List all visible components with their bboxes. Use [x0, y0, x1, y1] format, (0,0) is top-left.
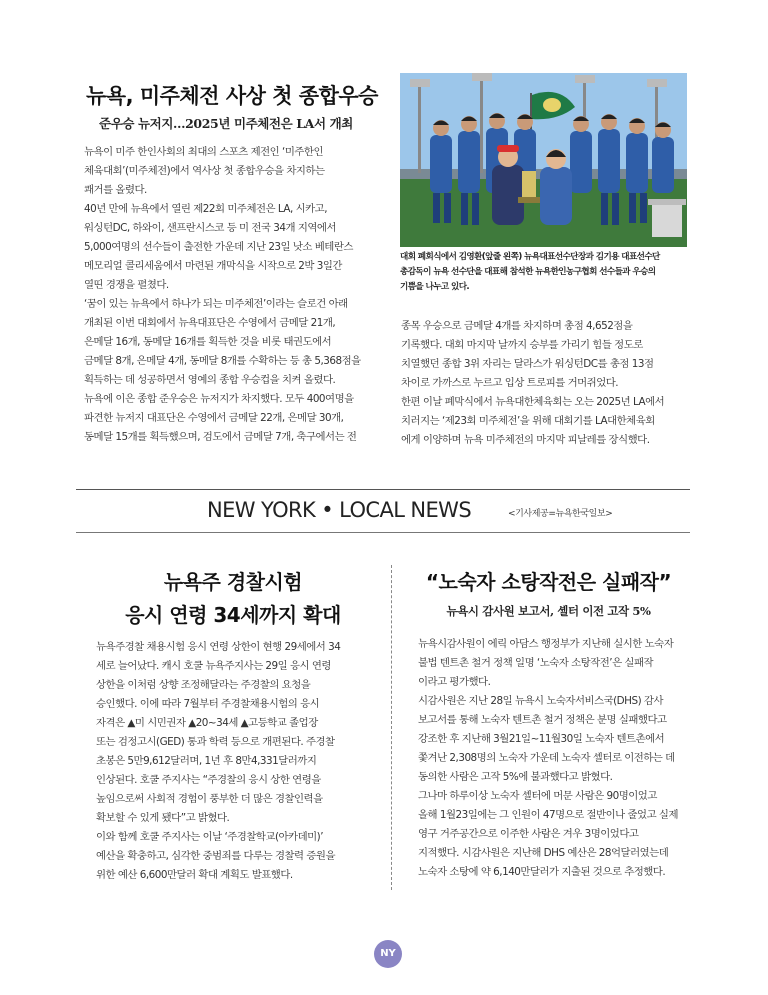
lead-subheadline: 준우승 뉴저지…2025년 미주체전은 LA서 개최: [99, 116, 353, 131]
text-line: 강조한 후 지난해 3월21일~11월30일 노숙자 텐트촌에서: [418, 733, 665, 745]
text-line: 에게 이양하며 뉴욕 미주체전의 마지막 피날레를 장식했다.: [401, 434, 650, 446]
text-line: 노숙자 소탕에 약 6,140만달러가 지출된 것으로 추정했다.: [418, 866, 666, 878]
homeless-story-headline: “노숙자 소탕작전은 실패작”: [425, 570, 672, 594]
headline-line: 응시 연령 34세까지 확대: [125, 603, 341, 627]
text-line: 한편 이날 폐막식에서 뉴욕대한체육회는 오는 2025년 LA에서: [401, 396, 665, 408]
team-photo: [400, 73, 687, 247]
lead-headline: 뉴욕, 미주체전 사상 첫 종합우승: [86, 84, 378, 108]
column-divider: [391, 565, 392, 890]
text-line: 40년 만에 뉴욕에서 열린 제22회 미주체전은 LA, 시카고,: [84, 203, 328, 215]
text-line: 보고서를 통해 노숙자 텐트촌 철거 정책은 분명 실패했다고: [418, 714, 667, 726]
homeless-story-body: [418, 635, 703, 882]
text-line: 그나마 하루이상 노숙자 셸터에 머문 사람은 90명이었고: [418, 790, 657, 802]
text-line: 뉴욕시감사원이 에릭 아담스 행정부가 지난해 실시한 노숙자: [418, 638, 674, 650]
text-line: 열띤 경쟁을 펼쳤다.: [84, 279, 169, 291]
text-line: 세로 늘어났다. 캐시 호쿨 뉴욕주지사는 29일 응시 연령: [96, 660, 331, 672]
text-line: 초봉은 5만9,612달러며, 1년 후 8만4,331달러까지: [96, 755, 317, 767]
section-credit: <기사제공=뉴욕한국일보>: [508, 509, 613, 519]
text-line: 메모리얼 콜리세움에서 마련된 개막식을 시작으로 2박 3일간: [84, 260, 342, 272]
text-line: 동의한 사람은 고작 5%에 불과했다고 밝혔다.: [418, 771, 613, 783]
text-line: 이라고 평가했다.: [418, 676, 491, 688]
text-line: 뉴욕주경찰 채용시험 응시 연령 상한이 현행 29세에서 34: [96, 641, 341, 653]
text-line: 상한을 이처럼 상향 조정해달라는 주경찰의 요청을: [96, 679, 311, 691]
text-line: 파견한 뉴저지 대표단은 수영에서 금메달 22개, 은메달 30개,: [84, 412, 344, 424]
text-line: 자격은 ▲미 시민권자 ▲20~34세 ▲고등학교 졸업장: [96, 717, 318, 729]
text-line: 치러지는 ‘제23회 미주체전’을 위해 대회기를 LA대한체육회: [401, 415, 655, 427]
text-line: 체육대회’(미주체전)에서 역사상 첫 종합우승을 차지하는: [84, 165, 325, 177]
text-line: 치열했던 종합 3위 자리는 달라스가 워싱턴DC를 총점 13점: [401, 358, 654, 370]
police-story-headline: [88, 566, 378, 632]
lead-body-left: [84, 143, 384, 447]
caption-line: 총감독이 뉴욕 선수단을 대표해 참석한 뉴욕한인농구협회 선수들과 우승의: [400, 267, 656, 277]
text-line: 영구 거주공간으로 이주한 사람은 겨우 3명이었다고: [418, 828, 639, 840]
page-badge: NY: [374, 940, 402, 968]
text-line: 쫓겨난 2,308명의 노숙자 가운데 노숙자 셸터로 이전하는 데: [418, 752, 675, 764]
text-line: 승인했다. 이에 따라 7월부터 주경찰채용시험의 응시: [96, 698, 320, 710]
lead-body-right: [401, 317, 696, 450]
text-line: 확보할 수 있게 됐다”고 밝혔다.: [96, 812, 230, 824]
text-line: 기록했다. 대회 마지막 날까지 승부를 가리기 힘들 정도로: [401, 339, 643, 351]
section-rule-bottom: [76, 532, 690, 533]
text-line: 또는 검정고시(GED) 통과 학력 등으로 개편된다. 주경찰: [96, 736, 335, 748]
text-line: 높임으로써 사회적 경험이 풍부한 더 많은 경찰인력을: [96, 793, 323, 805]
text-line: 5,000여명의 선수들이 출전한 가운데 지난 23일 낫소 베테란스: [84, 241, 353, 253]
section-banner: [76, 498, 690, 526]
text-line: 올해 1월23일에는 그 인원이 47명으로 절반이나 줄었고 실제: [418, 809, 678, 821]
text-line: 이와 함께 호쿨 주지사는 이날 ‘주경찰학교(아카데미)’: [96, 831, 324, 843]
caption-line: 기쁨을 나누고 있다.: [400, 282, 470, 292]
text-line: 차이로 가까스로 누르고 입상 트로피를 거머쥐었다.: [401, 377, 619, 389]
text-line: 쾌거를 올렸다.: [84, 184, 147, 196]
section-title: NEW YORK • LOCAL NEWS: [207, 498, 472, 522]
text-line: 인상된다. 호쿨 주지사는 “주경찰의 응시 상한 연령을: [96, 774, 321, 786]
text-line: 개최된 이번 대회에서 뉴욕대표단은 수영에서 금메달 21개,: [84, 317, 336, 329]
team-photo-image: [400, 73, 687, 247]
text-line: 지적했다. 시감사원은 지난해 DHS 예산은 28억달러였는데: [418, 847, 669, 859]
homeless-story-subheadline: 뉴욕시 감사원 보고서, 셸터 이전 고작 5%: [446, 604, 651, 618]
text-line: 뉴욕이 미주 한인사회의 최대의 스포츠 제전인 ‘미주한인: [84, 146, 323, 158]
caption-line: 대회 폐회식에서 김영환(앞줄 왼쪽) 뉴욕대표선수단장과 김기용 대표선수단: [400, 252, 660, 262]
text-line: ‘꿈이 있는 뉴욕에서 하나가 되는 미주체전’이라는 슬로건 아래: [84, 298, 348, 310]
text-line: 위한 예산 6,600만달러 확대 계획도 발표했다.: [96, 869, 293, 881]
text-line: 종목 우승으로 금메달 4개를 차지하며 총점 4,652점을: [401, 320, 633, 332]
text-line: 불법 텐트촌 철거 정책 일명 ‘노숙자 소탕작전’은 실패작: [418, 657, 654, 669]
text-line: 예산을 확충하고, 심각한 중범죄를 다루는 경찰력 증원을: [96, 850, 335, 862]
text-line: 동메달 15개를 획득했으며, 검도에서 금메달 7개, 축구에서는 전: [84, 431, 357, 443]
text-line: 워싱턴DC, 하와이, 샌프란시스코 등 미 전국 34개 지역에서: [84, 222, 336, 234]
text-line: 은메달 16개, 동메달 16개를 획득한 것을 비롯 태권도에서: [84, 336, 332, 348]
police-story-body: [96, 638, 381, 885]
photo-caption: [400, 250, 690, 295]
text-line: 금메달 8개, 은메달 4개, 동메달 8개를 수확하는 등 총 5,368점을: [84, 355, 361, 367]
section-rule-top: [76, 489, 690, 490]
headline-line: 뉴욕주 경찰시험: [163, 570, 303, 594]
text-line: 시감사원은 지난 28일 뉴욕시 노숙자서비스국(DHS) 감사: [418, 695, 663, 707]
text-line: 획득하는 데 성공하면서 영예의 종합 우승컵을 치켜 올렸다.: [84, 374, 336, 386]
text-line: 뉴욕에 이은 종합 준우승은 뉴저지가 차지했다. 모두 400여명을: [84, 393, 354, 405]
